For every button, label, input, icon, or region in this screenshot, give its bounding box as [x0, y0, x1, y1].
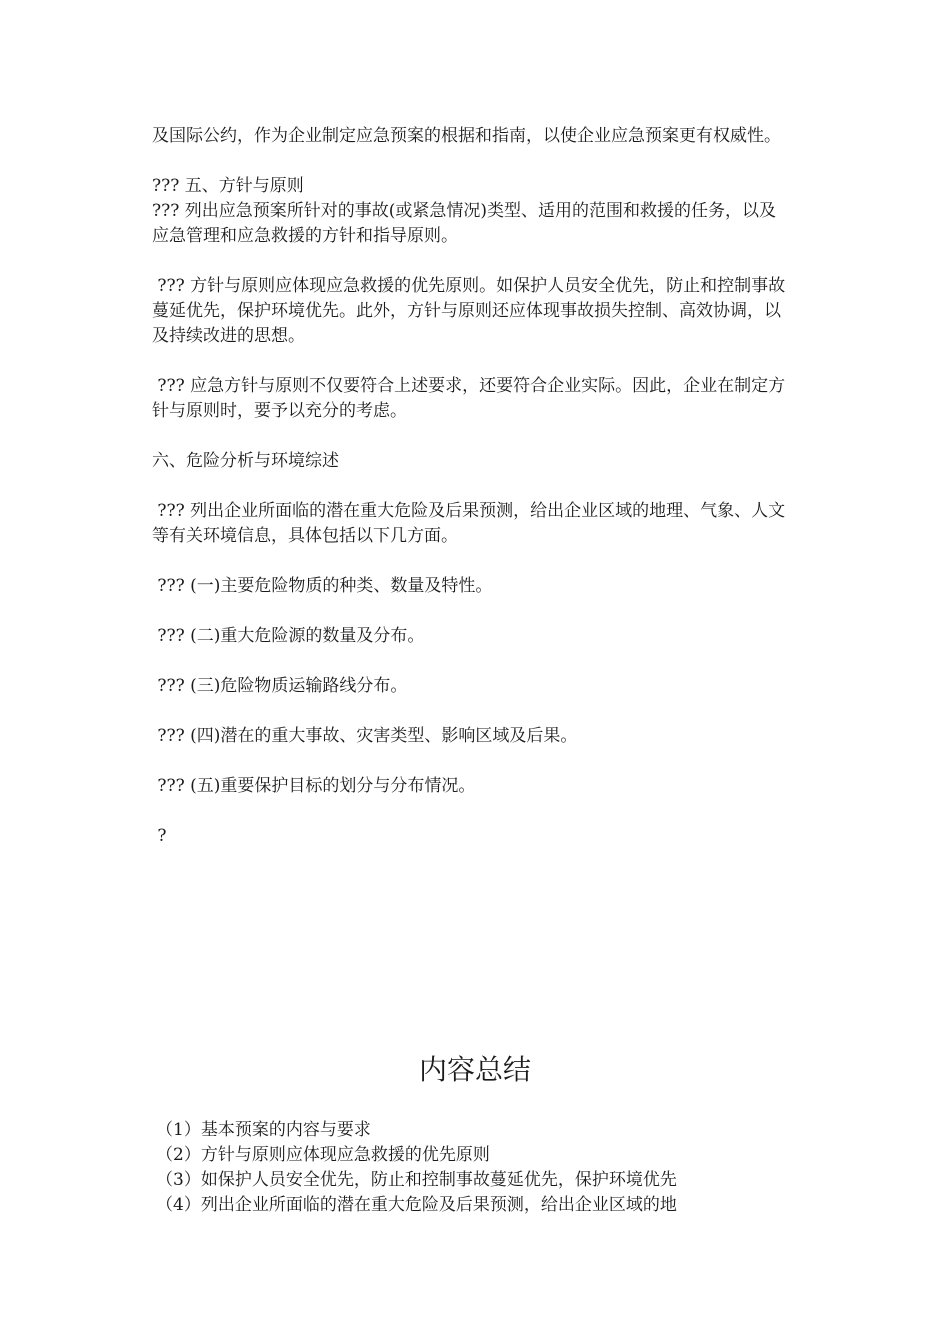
list-item-4: ??? (四)潜在的重大事故、灾害类型、影响区域及后果。 [152, 726, 578, 746]
summary-item: （1）基本预案的内容与要求 [156, 1120, 371, 1140]
section-heading-5: ??? 五、方针与原则 [152, 176, 304, 196]
list-item-1: ??? (一)主要危险物质的种类、数量及特性。 [152, 576, 493, 596]
list-item-3: ??? (三)危险物质运输路线分布。 [152, 676, 408, 696]
list-item-5: ??? (五)重要保护目标的划分与分布情况。 [152, 776, 476, 796]
paragraph-priority-principles: ??? 方针与原则应体现应急救援的优先原则。如保护人员安全优先，防止和控制事故蔓延优先，保护环境优先。此外，方针与原则还应体现事故损失控制、高效协调，以及持续改进的思想。 [152, 276, 786, 346]
paragraph-hazard-analysis: ??? 列出企业所面临的潜在重大危险及后果预测，给出企业区域的地理、气象、人文等有关环境信息，具体包括以下几方面。 [152, 501, 786, 546]
summary-item: （2）方针与原则应体现应急救援的优先原则 [156, 1145, 490, 1165]
summary-item: （3）如保护人员安全优先，防止和控制事故蔓延优先，保护环境优先 [156, 1170, 677, 1190]
summary-item: （4）列出企业所面临的潜在重大危险及后果预测，给出企业区域的地 [156, 1195, 677, 1215]
paragraph-intro: 及国际公约，作为企业制定应急预案的根据和指南，以使企业应急预案更有权威性。 [152, 126, 781, 146]
trailing-mark: ? [152, 826, 167, 846]
summary-list [156, 1118, 796, 1218]
list-item-2: ??? (二)重大危险源的数量及分布。 [152, 626, 425, 646]
document-body [152, 124, 792, 849]
section-heading-6: 六、危险分析与环境综述 [152, 451, 339, 471]
summary-title: 内容总结 [418, 1053, 531, 1086]
paragraph-section5-desc: ??? 列出应急预案所针对的事故(或紧急情况)类型、适用的范围和救援的任务，以及应急管理和应急救援的方针和指导原则。 [152, 201, 777, 246]
paragraph-enterprise-reality: ??? 应急方针与原则不仅要符合上述要求，还要符合企业实际。因此，企业在制定方针与原则时，要予以充分的考虑。 [152, 376, 786, 421]
